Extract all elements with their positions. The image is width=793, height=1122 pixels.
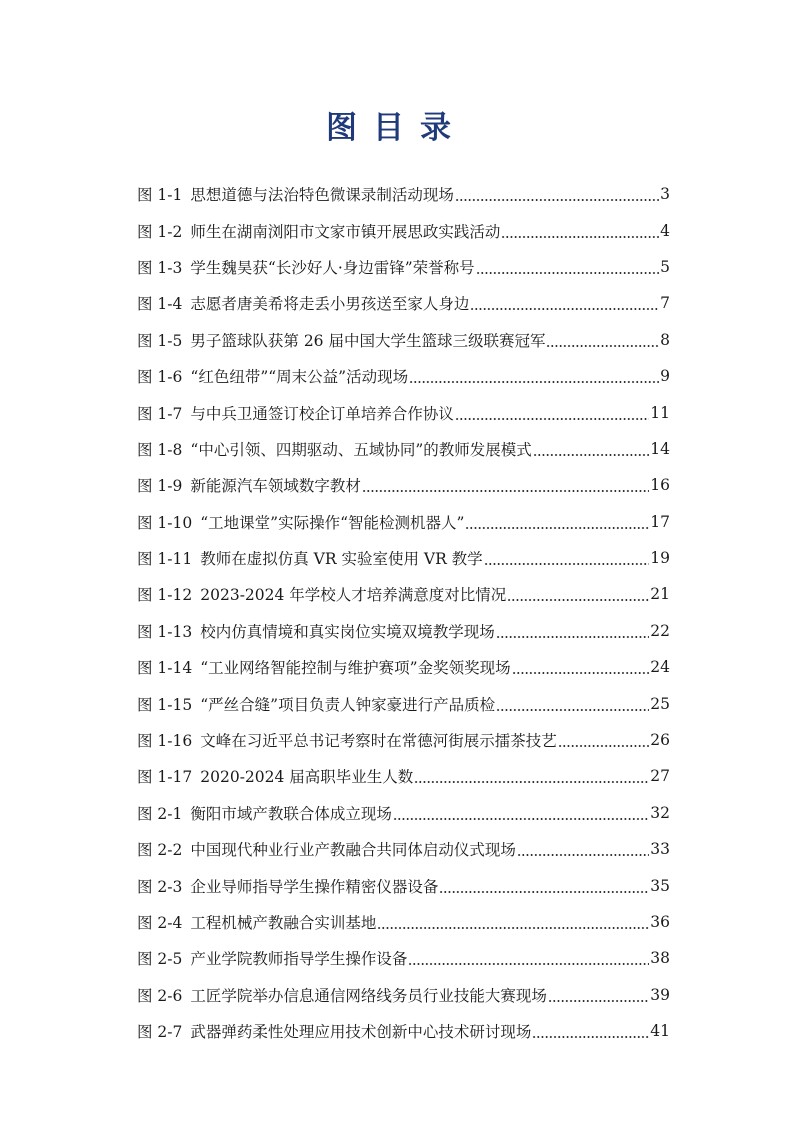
dot-leader	[532, 1036, 649, 1038]
toc-entry-page-number: 39	[650, 985, 670, 1004]
toc-entry-label	[137, 765, 413, 787]
toc-entry-label	[137, 329, 545, 351]
toc-entry[interactable]	[137, 467, 670, 503]
toc-entry-number: 图 1-13	[137, 622, 193, 641]
toc-entry[interactable]	[137, 504, 670, 540]
toc-entry-page-number: 38	[650, 949, 670, 968]
toc-entry-number: 图 1-17	[137, 768, 193, 787]
toc-entry-label	[137, 583, 506, 605]
toc-entry-title: 学生魏昊获“长沙好人·身边雷锋”荣誉称号	[190, 258, 475, 277]
toc-entry-number: 图 1-3	[137, 258, 183, 277]
dot-leader	[558, 745, 650, 747]
dot-leader	[533, 454, 650, 456]
toc-entry-title: 工匠学院举办信息通信网络线务员行业技能大赛现场	[190, 986, 547, 1005]
toc-entry[interactable]	[137, 285, 670, 321]
toc-entry-title: 与中兵卫通签订校企订单培养合作协议	[190, 404, 454, 423]
toc-entry[interactable]	[137, 795, 670, 831]
toc-entry[interactable]	[137, 940, 670, 976]
toc-entry-number: 图 2-1	[137, 804, 183, 823]
dot-leader	[439, 891, 649, 893]
dot-leader	[414, 781, 649, 783]
toc-entry-number: 图 1-2	[137, 222, 183, 241]
toc-entry-number: 图 1-16	[137, 732, 193, 751]
toc-entry-title: 校内仿真情境和真实岗位实境双境教学现场	[200, 622, 495, 641]
toc-entry-label	[137, 256, 475, 278]
toc-entry-label	[137, 947, 407, 969]
toc-entry-number: 图 2-4	[137, 914, 183, 932]
toc-entry[interactable]	[137, 394, 670, 430]
dot-leader	[507, 599, 649, 601]
toc-entry-title: 工程机械产教融合实训基地	[190, 914, 377, 932]
toc-entry[interactable]	[137, 1013, 670, 1049]
toc-entry-title: “红色纽带”“周末公益”活动现场	[190, 368, 409, 387]
toc-entry-title: 男子篮球队获第 26 届中国大学生篮球三级联赛冠军	[190, 331, 546, 350]
toc-entry-page-number: 19	[650, 549, 670, 568]
dot-leader	[377, 927, 649, 929]
toc-entry-title: “严丝合缝”项目负责人钟家豪进行产品质检	[200, 695, 496, 714]
toc-entry-label	[137, 365, 408, 387]
dot-leader	[455, 199, 659, 201]
dot-leader	[548, 1000, 649, 1002]
dot-leader	[393, 818, 649, 820]
toc-entry-number: 图 1-8	[137, 440, 183, 459]
toc-entry-number: 图 1-9	[137, 477, 183, 496]
toc-entry-title: 志愿者唐美希将走丢小男孩送至家人身边	[190, 295, 470, 314]
toc-entry-page-number: 32	[650, 803, 670, 822]
toc-entry-title: 武器弹药柔性处理应用技术创新中心技术研讨现场	[190, 1023, 532, 1042]
dot-leader	[512, 672, 650, 674]
toc-entry-number: 图 2-3	[137, 877, 183, 896]
toc-entry-number: 图 1-4	[137, 295, 183, 314]
toc-entry-label	[137, 183, 454, 205]
dot-leader	[409, 381, 659, 383]
toc-entry[interactable]	[137, 867, 670, 903]
toc-entry[interactable]	[137, 358, 670, 394]
toc-entry-label	[137, 729, 557, 751]
toc-entry-label	[137, 620, 495, 642]
toc-entry-title: “工业网络智能控制与维护赛项”金奖领奖现场	[200, 659, 511, 678]
figure-list	[137, 176, 670, 1049]
toc-entry-label	[137, 875, 438, 897]
toc-entry-page-number: 3	[660, 185, 670, 204]
toc-entry-label	[137, 220, 500, 242]
toc-entry[interactable]	[137, 212, 670, 248]
toc-entry-label	[137, 656, 511, 678]
toc-entry-title: 文峰在习近平总书记考察时在常德河街展示擂茶技艺	[200, 732, 557, 751]
dot-leader	[470, 308, 659, 310]
toc-entry[interactable]	[137, 685, 670, 721]
toc-entry-number: 图 1-7	[137, 404, 183, 423]
toc-entry-number: 图 2-7	[137, 1023, 183, 1042]
dot-leader	[465, 527, 649, 529]
toc-entry-number: 图 1-10	[137, 513, 193, 532]
toc-entry[interactable]	[137, 977, 670, 1013]
toc-entry-page-number: 11	[650, 403, 670, 422]
toc-entry-label	[137, 693, 495, 715]
dot-leader	[362, 490, 649, 492]
toc-entry-number: 图 1-12	[137, 586, 193, 605]
toc-entry-page-number: 35	[650, 876, 670, 895]
toc-entry[interactable]	[137, 540, 670, 576]
toc-entry-page-number: 41	[650, 1022, 670, 1041]
toc-entry-title: 2023-2024 年学校人才培养满意度对比情况	[200, 586, 507, 605]
toc-entry[interactable]	[137, 176, 670, 212]
toc-entry-page-number: 17	[650, 512, 670, 531]
toc-entry-label	[137, 984, 547, 1006]
toc-entry-page-number: 8	[660, 330, 670, 349]
toc-entry-title: 衡阳市域产教联合体成立现场	[190, 804, 392, 823]
toc-entry-title: 师生在湖南浏阳市文家市镇开展思政实践活动	[190, 222, 501, 241]
toc-entry-page-number: 14	[650, 439, 670, 458]
toc-entry-label	[137, 838, 516, 860]
toc-entry-title: 企业导师指导学生操作精密仪器设备	[190, 877, 439, 896]
dot-leader	[496, 636, 650, 638]
toc-entry-label	[137, 1020, 531, 1042]
toc-entry-page-number: 22	[650, 621, 670, 640]
toc-entry-label	[137, 402, 454, 424]
toc-entry-page-number: 16	[650, 476, 670, 495]
toc-entry-number: 图 1-5	[137, 331, 183, 350]
dot-leader	[496, 709, 649, 711]
dot-leader	[476, 272, 659, 274]
dot-leader	[546, 345, 659, 347]
toc-entry-number: 图 1-14	[137, 659, 193, 678]
toc-entry[interactable]	[137, 831, 670, 867]
toc-entry-page-number: 33	[650, 840, 670, 859]
toc-entry[interactable]	[137, 322, 670, 358]
toc-entry-number: 图 1-15	[137, 695, 193, 714]
toc-entry-title: 产业学院教师指导学生操作设备	[190, 950, 408, 969]
dot-leader	[408, 963, 649, 965]
toc-entry-page-number: 21	[650, 585, 670, 604]
toc-entry[interactable]	[137, 249, 670, 285]
toc-entry[interactable]	[137, 613, 670, 649]
toc-entry-page-number: 25	[650, 694, 670, 713]
toc-entry-label	[137, 474, 361, 496]
dot-leader	[517, 854, 649, 856]
toc-entry-title: 思想道德与法治特色微课录制活动现场	[190, 186, 454, 205]
toc-entry[interactable]	[137, 904, 670, 940]
toc-entry-page-number: 5	[660, 257, 670, 276]
dot-leader	[484, 563, 650, 565]
toc-entry[interactable]	[137, 576, 670, 612]
toc-entry[interactable]	[137, 431, 670, 467]
toc-entry-title: 教师在虚拟仿真 VR 实验室使用 VR 教学	[200, 550, 483, 569]
toc-entry-label	[137, 547, 483, 569]
toc-entry-title: 中国现代种业行业产教融合共同体启动仪式现场	[190, 841, 516, 860]
toc-entry-page-number: 7	[660, 294, 670, 313]
toc-entry-number: 图 2-6	[137, 986, 183, 1005]
toc-entry-title: “中心引领、四期驱动、五域协同”的教师发展模式	[190, 440, 532, 459]
toc-entry-number: 图 2-5	[137, 950, 183, 969]
toc-entry-label	[137, 292, 469, 314]
dot-leader	[501, 236, 659, 238]
toc-entry[interactable]	[137, 758, 670, 794]
toc-entry-page-number: 4	[660, 221, 670, 240]
toc-entry-page-number: 9	[660, 367, 670, 386]
toc-entry-title: “工地课堂”实际操作“智能检测机器人”	[200, 513, 465, 532]
page-title: 图目录	[326, 110, 467, 146]
toc-entry-number: 图 1-11	[137, 550, 193, 569]
toc-entry-title: 2020-2024 届高职毕业生人数	[200, 768, 414, 787]
toc-entry-number: 图 2-2	[137, 841, 183, 860]
toc-entry-label	[137, 511, 464, 533]
toc-entry-page-number: 36	[650, 913, 670, 931]
toc-entry[interactable]	[137, 649, 670, 685]
dot-leader	[455, 418, 649, 420]
toc-entry-title: 新能源汽车领域数字教材	[190, 477, 361, 496]
toc-entry-number: 图 1-6	[137, 368, 183, 387]
toc-entry-page-number: 24	[650, 658, 670, 677]
toc-entry-label	[137, 911, 376, 933]
toc-entry[interactable]	[137, 722, 670, 758]
toc-entry-number: 图 1-1	[137, 186, 183, 205]
toc-entry-page-number: 27	[650, 767, 670, 786]
toc-entry-label	[137, 802, 392, 824]
toc-entry-label	[137, 438, 532, 460]
toc-entry-page-number: 26	[650, 731, 670, 750]
